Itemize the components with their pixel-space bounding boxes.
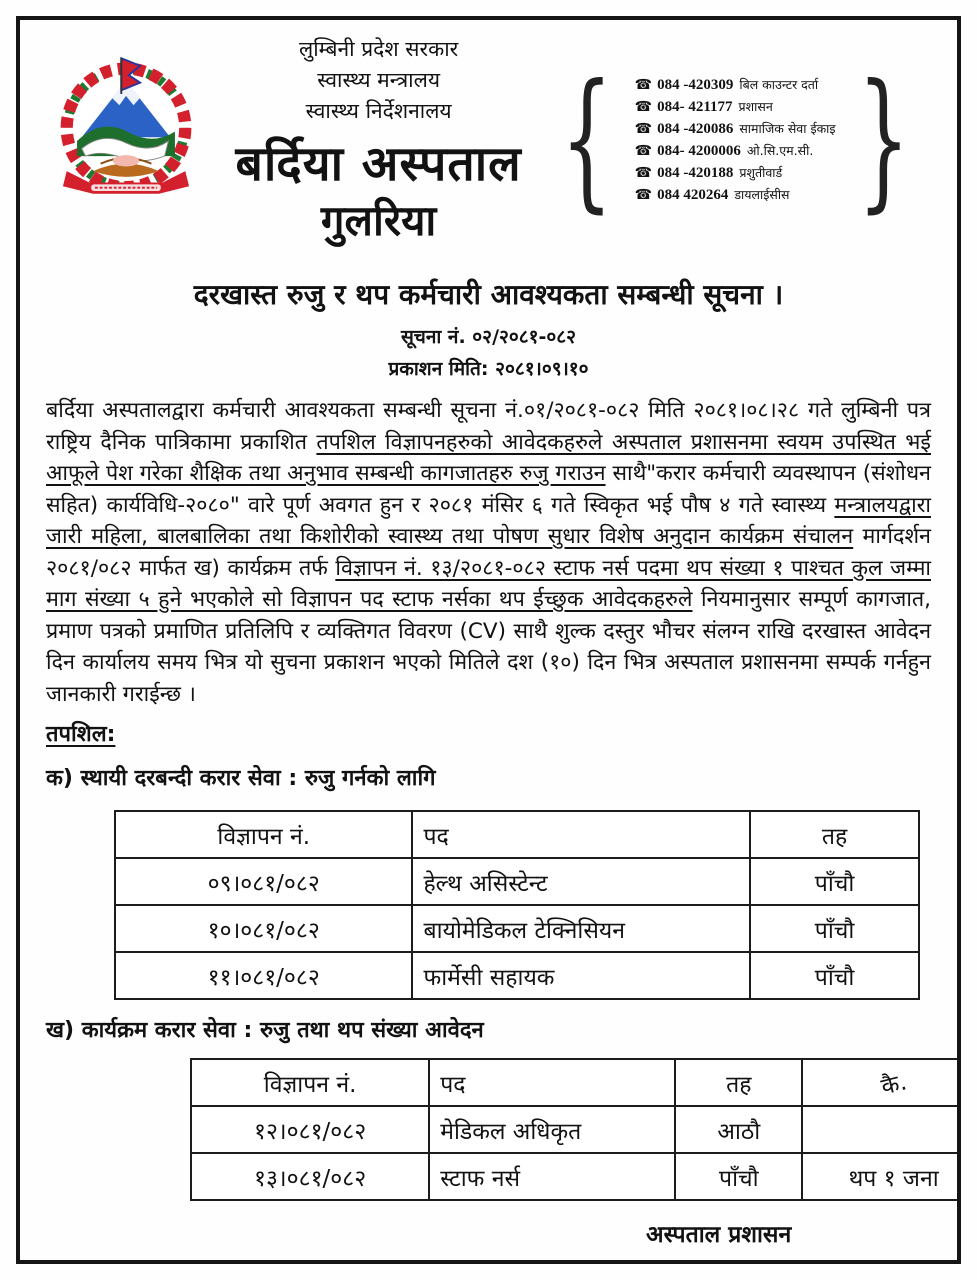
column-header-label: तह <box>821 823 848 850</box>
phone-label: डायलाईसीस <box>734 187 790 202</box>
telephone-icon: ☎ <box>634 99 653 115</box>
phone-row <box>635 184 836 206</box>
body-segment-underlined: मन्त्रालयद्वारा जारी महिला, बालबालिका तथा किशोरीको स्वास्थ्य तथा पोषण सुधार विशेष अनुदान कार्यक्रम संचालन <box>46 492 931 549</box>
phone-row <box>635 74 836 96</box>
phone-label: बिल काउन्टर दर्ता <box>739 77 819 92</box>
body-segment: बर्दिया अस्पतालद्वारा कर्मचारी आवश्यकता सम्बन्धी सूचना नं.०१/२०८१-०८२ मिति २०८१।०८।२८ गते लुम्बिनी पत्र राष्ट्रिय दैनिक पात्रिकामा प्रकाशित <box>46 398 931 455</box>
table-cell <box>802 1106 961 1153</box>
phone-number: 084 420264 <box>657 187 729 203</box>
phone-number: 084- 421177 <box>657 99 733 115</box>
phone-label: सामाजिक सेवा ईकाइ <box>739 121 836 136</box>
section-b-heading: ख) कार्यक्रम करार सेवा : रुजु तथा थप संख्या आवेदन <box>46 1018 484 1043</box>
right-brace-glyph: } <box>857 53 910 227</box>
telephone-icon: ☎ <box>634 143 653 159</box>
table-cell: पाँचौ <box>750 858 919 905</box>
table-cell: मेडिकल अधिकृत <box>429 1106 675 1153</box>
phone-number: 084 -420188 <box>657 165 734 181</box>
table-header-row <box>191 1059 961 1106</box>
table-cell: पाँचौ <box>675 1153 802 1200</box>
table-cell: फार्मेसी सहायक <box>412 952 750 999</box>
phone-list <box>635 70 836 210</box>
notice-body <box>46 395 931 710</box>
phone-label: ओ.सि.एम.सी. <box>746 143 814 158</box>
table-header-row <box>115 811 919 858</box>
column-header-label: पद <box>440 1071 466 1098</box>
vacancy-table-program <box>190 1058 961 1201</box>
letterhead <box>46 34 931 249</box>
left-brace-glyph: { <box>560 53 614 227</box>
org-line-province: लुम्बिनी प्रदेश सरकार <box>298 37 459 61</box>
phone-row <box>635 118 836 140</box>
column-header-label: विज्ञापन नं. <box>263 1071 357 1098</box>
table-row <box>115 858 919 905</box>
phone-number: 084 -420309 <box>657 77 734 93</box>
phone-row <box>635 140 836 162</box>
table-header-cell <box>412 811 750 858</box>
page-border-frame <box>16 16 961 1264</box>
table-header-cell <box>802 1059 961 1106</box>
signature-hospital-administration: अस्पताल प्रशासन <box>646 1222 792 1248</box>
tapasil-label: तपशिल: <box>46 722 116 747</box>
table-row <box>115 952 919 999</box>
table-cell: बायोमेडिकल टेक्निसियन <box>412 905 750 952</box>
body-segment: मार्गदर्शन २०८१/०८२ मार्फत ख) कार्यक्रम तर्फ <box>46 524 931 581</box>
table-header-cell <box>675 1059 802 1106</box>
phone-row <box>635 162 836 184</box>
hospital-logo <box>46 34 218 206</box>
phone-directory <box>539 53 931 227</box>
telephone-icon: ☎ <box>634 165 653 181</box>
table-row <box>191 1153 961 1200</box>
telephone-icon: ☎ <box>634 121 653 137</box>
table-header-cell <box>115 811 412 858</box>
table-cell: स्टाफ नर्स <box>429 1153 675 1200</box>
table-cell: ०९।०८१/०८२ <box>115 858 412 905</box>
telephone-icon: ☎ <box>634 77 653 93</box>
section-a-heading: क) स्थायी दरबन्दी करार सेवा : रुजु गर्नको लागि <box>46 766 436 791</box>
table-cell: १०।०८१/०८२ <box>115 905 412 952</box>
column-header-label: पद <box>423 823 449 850</box>
phone-number: 084- 4200006 <box>657 143 741 159</box>
table-cell: पाँचौ <box>750 905 919 952</box>
table-header-cell <box>750 811 919 858</box>
phone-row <box>635 96 836 118</box>
table-cell: १२।०८१/०८२ <box>191 1106 429 1153</box>
notice-publish-date: प्रकाशन मिति: २०८१।०९।१० <box>388 358 589 380</box>
phone-number: 084 -420086 <box>657 121 734 137</box>
table-row <box>115 905 919 952</box>
nepal-emblem-icon <box>46 50 206 202</box>
body-segment-underlined: विज्ञापन नं. १३/२०८१-०८२ स्टाफ नर्स पदमा थप संख्या १ पाश्चत कुल जम्मा माग संख्या ५ हुने भएकोले सो विज्ञापन पद स्टाफ नर्सका थप ईच्छुक आवेदकहरुले <box>46 555 931 612</box>
table-row <box>191 1106 961 1153</box>
org-line-directorate: स्वास्थ्य निर्देशनालय <box>305 99 452 123</box>
org-line-ministry: स्वास्थ्य मन्त्रालय <box>317 68 441 92</box>
hospital-location: गुलरिया <box>320 196 437 245</box>
body-segment: नियमानुसार सम्पूर्ण कागजात, प्रमाण पत्रको प्रमाणित प्रतिलिपि र व्यक्तिगत विवरण (CV) साथै शुल्क दस्तुर भौचर संलग्न राखि दरखास्त आवेदन दिन कार्यालय समय भित्र यो सुचना प्रकाशन भएको मितिले दश (१०) दिन भित्र अस्पताल प्रशासनमा सम्पर्क गर्नहुन जानकारी गराईन्छ । <box>46 587 931 707</box>
body-segment: साथै"करार कर्मचारी व्यवस्थापन (संशोधन सहित) कार्यविधि-२०८०" वारे पूर्ण अवगत हुन र २०८१ मंसिर ६ गते स्विकृत भई पौष ४ गते स्वास्थ्य <box>46 461 931 518</box>
column-header-label: कै. <box>878 1068 910 1101</box>
column-header-label: विज्ञापन नं. <box>217 823 311 850</box>
table-cell: आठौ <box>675 1106 802 1153</box>
table-cell: १३।०८१/०८२ <box>191 1153 429 1200</box>
notice-title: दरखास्त रुजु र थप कर्मचारी आवश्यकता सम्बन्धी सूचना । <box>193 278 784 311</box>
telephone-icon: ☎ <box>634 187 653 203</box>
body-segment-underlined: तपशिल विज्ञापनहरुको आवेदकहरुले अस्पताल प्रशासनमा स्वयम उपस्थित भई आफूले पेश गरेका शैक्षिक तथा अनुभाव सम्बन्धी कागजातहरु रुजु गराउन <box>46 429 931 486</box>
table-header-cell <box>191 1059 429 1106</box>
vacancy-table-permanent <box>114 810 920 1000</box>
phone-label: प्रशासन <box>738 99 773 114</box>
phone-label: प्रशुतीवार्ड <box>739 165 783 180</box>
notice-number: सूचना नं. ०२/२०८१-०८२ <box>400 326 577 348</box>
column-header-label: तह <box>726 1071 752 1098</box>
table-cell: हेल्थ असिस्टेन्ट <box>412 858 750 905</box>
table-cell: थप १ जना <box>802 1153 961 1200</box>
hospital-name: बर्दिया अस्पताल <box>235 136 522 192</box>
table-cell: ११।०८१/०८२ <box>115 952 412 999</box>
table-cell: पाँचौ <box>750 952 919 999</box>
letterhead-center <box>218 34 539 249</box>
table-header-cell <box>429 1059 675 1106</box>
